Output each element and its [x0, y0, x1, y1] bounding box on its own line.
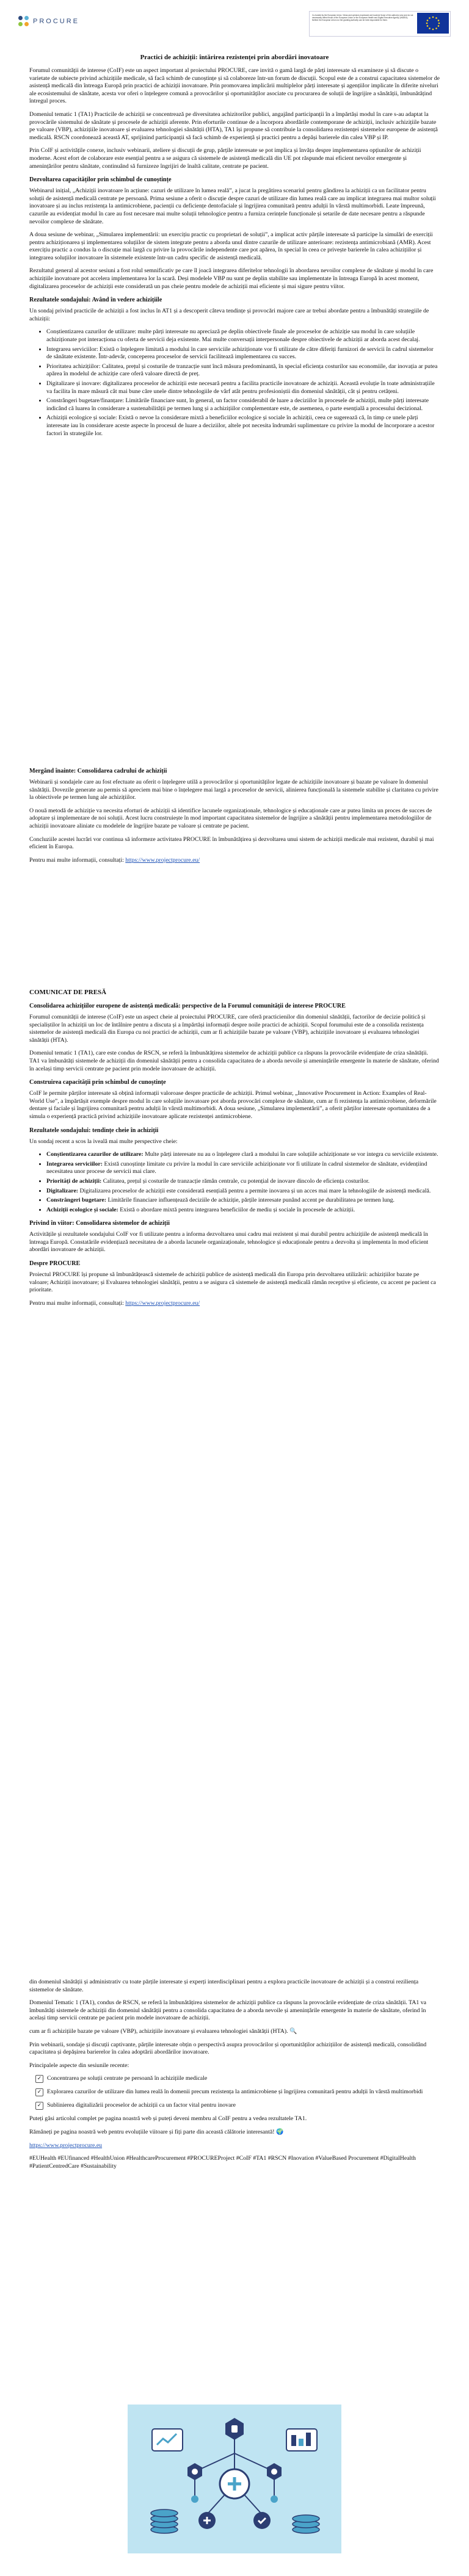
check-box-icon: ✓: [35, 2088, 43, 2096]
list-item-label: Achiziții ecologice și sociale:: [46, 1206, 118, 1213]
procurement-illustration: [128, 2405, 341, 2553]
paragraph: [29, 1300, 440, 1308]
paragraph: Forumul comunității de interese (CoIF) este un aspect important al proiectului PROCURE, care invită o gamă largă de părți interesate să examineze și să discute o varietate de subiecte privind achizițiile medicale, să facă schimb de cunoștințe și să colaboreze într-un forum de discuții. Scopul este de a construi capacitatea sistemelor de asistență medicală din întreaga Europă prin practici de achiziții inovatoare. Prin promovarea implicării multiplelor părți interesate și agențiilor implicate în diferite niveluri ale ecosistemului de sănătate, acesta vor oferi o înțelegere comună a provocărilor și oportunităților asociate cu procurarea de soluții de îngrijire a sănătății, îmbunătățind întregul proces.: [29, 67, 440, 105]
header: [18, 11, 451, 35]
list-item-label: Digitalizare:: [46, 1187, 79, 1194]
list-item-label: Constrângeri bugetare:: [46, 1197, 107, 1204]
list-item-label: Priorități de achiziții:: [46, 1177, 102, 1185]
list-item: • Integrarea serviciilor: Există o înțelegere limitată a modului în care serviciile achiziționate vor fi utilizate de către diferiți furnizori de servicii în cadrul sistemelor de sănătate existente. Într-adevăr, conceperea proceselor de servicii facilitează implementarea cu succes.: [46, 346, 440, 361]
paragraph: [29, 857, 440, 865]
paragraph: Puteți găsi articolul complet pe pagina noastră web și puteți deveni membru al CoIF pentru a vedea rezultatele TA1.: [29, 2115, 307, 2123]
list-item: • Achiziții ecologice și sociale: Există o nevoe la considerare mixtă a beneficiilor ecologice și sociale în achiziții, ceea ce sugerează că, în timp ce unele părți interesate iau în considerare aceste aspecte în procesul de luare a deciziilor, altele pot necesita îndrumări suplimentare cu privire la modul de încorporare a acestor factori în strategiile lor.: [46, 414, 440, 438]
list-item: • Digitalizare și inovare: digitalizarea proceselor de achiziții este necesară pentru a facilita practicile inovatoare de achiziții. Această evoluție în toate administrațiile va facilita în mare măsură cât mai bune căre unele dintre tehnologiile de vârf atât pentru profesioniștii din domeniul sănătății, cât și pentru cetățeni.: [46, 380, 440, 395]
list-item: [46, 1178, 440, 1186]
section-heading: Mergând înainte: Consolidarea cadrului de achiziții: [29, 768, 167, 774]
paragraph: Rămâneți pe pagina noastră web pentru evoluțiile viitoare și fiți parte din această călătorie interesantă! 🌍: [29, 2128, 284, 2135]
paragraph: [29, 2142, 440, 2150]
paragraph: A doua sesiune de webinar, „Simularea implementării: un exercițiu practic cu proprietari de soluții”, a implicat activ părțile interesate să participe la simulări de exerciții pentru achiziționarea și implementarea soluțiilor de sistem integrate pentru a aborda unul dintre cazurile de utilizare anterioare: rezistența antimicrobiană (AMR). Acest exercițiu practic a condus la o discuție mai largă cu privire la provocările independente care pot apărea, în special în ceea ce privește barierele în calea achizițiilor și integrarea soluțiilor inovatoare în sistemele existente într-un cadru specific de asistență medicală.: [29, 231, 433, 261]
section-heading: Construirea capacității prin schimbul de cunoștințe: [29, 1079, 166, 1086]
article-title: Practici de achiziții: întărirea rezistenței prin abordări inovatoare: [140, 54, 329, 61]
list-item: [35, 2102, 440, 2110]
press-release-heading: COMUNICAT DE PRESĂ: [29, 989, 107, 996]
logo-mark-icon: [18, 16, 29, 27]
article-section: [29, 54, 440, 443]
list-item: [46, 1188, 440, 1196]
check-box-icon: ✓: [35, 2102, 43, 2110]
list-item-text: Limitările financiare influențează deciziile de achiziție, părțile interesate punând accent pe durabilitatea pe termen lung.: [106, 1197, 394, 1204]
paragraph: Prin webinarii, sondaje și discuții captivante, părțile interesate obțin o perspectivă asupra provocărilor și oportunităților achizițiilor de asistență medicală, consolidând capacitatea și depășirea barierelor în calea adoptării abordărilor inovatoare.: [29, 2041, 427, 2056]
social-post-section: [29, 1979, 440, 2176]
paragraph: CoIF le permite părților interesate să obțină informații valoroase despre practicile de achiziții. Primul webinar, „Innovative Procurement in Action: Examples of Real-World Use”, a împărtășit exemple despre modul în care soluțiile inovatoare pot aborda provocări complexe de sănătate, cum ar fi rezistența la antimicrobiene, deformările dentare și faciale și îngrijirea comunitară pentru adulții în vârstă multimorbidi. A doua sesiune, „Simularea implementării”, a oferit părților interesate oportunitatea de a simula o experiență practică privind achizițiile inovatoare aplicate rezistenței antimicrobiene.: [29, 1090, 437, 1120]
section-heading: Rezultatele sondajului: tendințe cheie în achiziții: [29, 1127, 159, 1134]
key-trends-list: [29, 1151, 440, 1214]
paragraph: Un sondaj privind practicile de achiziții a fost inclus în AT1 și a descoperit câteva tendințe și provocări majore care ar trebui abordate pentru a îmbunătăți strategiile de achiziții:: [29, 308, 429, 322]
paragraph: din domeniul sănătății și administrativ cu toate părțile interesate și experți interdisciplinari pentru a explora practicile inovatoare de achiziții și a construi reziliența sistemelor de sănătate.: [29, 1979, 419, 1993]
more-info-label: Pentru mai multe informații, consultați:: [29, 856, 124, 864]
paragraph: Concluziile acestei lucrări vor continua să informeze activitatea PROCURE în îmbunătățirea și dezvoltarea unui sistem de achiziții medicale mai rezistent, durabil și mai eficient în Europa.: [29, 835, 434, 851]
highlights-list: [29, 2075, 440, 2110]
eu-funding-box: [309, 11, 451, 37]
list-item-text: Digitalizarea proceselor de achiziții este considerată esențială pentru a permite inovarea și un acces mai mare la tehnologiile de asistență medicală.: [78, 1187, 431, 1194]
illustration-graphic: [128, 2405, 341, 2553]
list-item-text: Calitatea, prețul și costurile de tranzacție rămân centrale, cu potențial de inovare dincolo de eficiența costurilor.: [101, 1177, 370, 1185]
section-heading: Rezultatele sondajului: Având în vedere achizițiile: [29, 297, 162, 304]
list-item: [35, 2088, 440, 2096]
procure-logo: [18, 16, 79, 27]
list-item-text: Există cunoștințe limitate cu privire la modul în care serviciile achiziționate vor fi utilizate în cadrul sistemelor de sănătate, evidențiind necesitatea unor procese de servicii mai clare.: [46, 1160, 427, 1175]
paragraph: Domeniul tematic 1 (TA1) Practicile de achiziții se concentrează pe diversitatea achizitorilor publici, angajând participanții în a împărtăși modul în care s-au adaptat la provocările sistemului de sănătate și procesele de achiziții aferente. Prin eforturile continue de a încorpora abordările contemporane de achiziții, inclusiv achizițiile bazate pe valoare (VBP), achizițiile inovatoare și evaluarea tehnologiei sănătății (HTA), TA1 își propune să contribuie la consolidarea rezistenței sistemelor europene de asistență medicală. RSCN coordonează această AT, sprijinind participanții să facă schimb de experiență și practici pentru a depăși barierele din calea VBP și IP.: [29, 110, 438, 141]
survey-findings-list: [29, 328, 440, 438]
list-item: [46, 1197, 440, 1205]
list-item: [46, 1207, 440, 1214]
more-info-label: Pentru mai multe informații, consultați:: [29, 1299, 124, 1307]
hashtags: #EUHealth #EUfinanced #HealthUnion #HealthcareProcurement #PROCUREProject #CoIF #TA1 #RSCN #Inovation #ValueBased Procurement #DigitalHealth #PatientCentredCare #Sustainability: [29, 2155, 416, 2170]
project-link[interactable]: https://www.projectprocure.eu: [29, 2141, 103, 2149]
paragraph: cum ar fi achizițiile bazate pe valoare (VBP), achizițiile inovatoare și evaluarea tehnologiei sănătății (HTA). 🔍: [29, 2027, 297, 2035]
paragraph: Un sondaj recent a scos la iveală mai multe perspective cheie:: [29, 1138, 178, 1145]
list-item-text: Explorarea cazurilor de utilizare din lumea reală în domenii precum rezistența la antimicrobiene și îngrijirea comunitară pentru adulții în vârstă multimorbidi: [47, 2088, 423, 2096]
check-box-icon: ✓: [35, 2075, 43, 2083]
project-link[interactable]: https://www.projectprocure.eu/: [125, 856, 200, 864]
paragraph: O nouă metodă de achiziție va necesita eforturi de achiziții să identifice lacunele organizaționale, tehnologice și educaționale care ar putea limita un proces de succes de adoptare și implementare de noi soluții. Acest lucru construiește în mod important capacitatea sistemelor de îngrijire a sănătății pentru implementarea metodologiilor de achiziții inovatoare aliniate cu modelele de îngrijire bazate pe valoare și centrate pe pacient.: [29, 807, 432, 829]
list-item: [46, 1151, 440, 1159]
paragraph: Domeniul Tematic 1 (TA1), condus de RSCN, se referă la îmbunătățirea sistemelor de achiziții publice ca răspuns la provocările evidențiate de criza sănătății. TA1 va îmbunătăți sistemele de achiziții din domeniul sănătății pentru a consolida capacitatea de a aborda nevoile și amenințările emergente în materie de sănătate, oferind în același timp servicii centrate pe pacient prin modele inovatoare de achiziții.: [29, 1999, 427, 2022]
list-item-text: Există o abordare mixtă pentru integrarea beneficiilor de mediu și sociale în procesele de achiziții.: [118, 1206, 355, 1213]
article-section: [29, 762, 440, 870]
paragraph: Forumul comunității de interese (CoIF) este un aspect cheie al proiectului PROCURE, care oferă practicienilor din domeniul sănătății, factorilor de decizie politică și specialiștilor în achiziții un loc de întâlnire pentru a discuta și a împărtăși informații despre noile practici de achiziții. Scopul forumului este de a consolida rezistența sistemelor de asistență medicală din Europa cu noi practici de achiziții, cum ar fi achizițiile bazate pe valoare (VBP), achizițiile inovatoare și evaluarea tehnologiei sănătății (HTA).: [29, 1014, 426, 1044]
paragraph: Proiectul PROCURE își propune să îmbunătățească sistemele de achiziții publice de asistență medicală din Europa prin dezvoltarea utilizării: achizițiilor bazate pe valoare; Achiziții inovatoare; și Evaluarea tehnologiei sănătății, pentru a se asigura că sistemele de asistență medicală rămân receptive și eficiente, cu accent pe pacient ca prioritate.: [29, 1271, 436, 1294]
eu-disclaimer: Co-funded by the European Union. Views and opinions expressed are however those of the author(s) only and do not necessarily reflect those of the European Union or the European Health and Digital Executive Agency (HaDEA). Neither the European Union nor the granting authority can be held responsible for them.: [312, 14, 413, 21]
paragraph: Prin CoIF și activitățile conexe, inclusiv webinarii, ateliere și discuții de grup, părțile interesate se pot implica și învăța despre implementarea opțiunilor de achiziții moderne. Acest efort de colaborare este esențial pentru a se asigura că sistemele de asistență medicală din UE pot răspunde mai eficient nevoilor emergente și amenințărilor pentru sănătate, continuând să furnizeze îngrijiri de înaltă calitate, centrate pe pacient.: [29, 147, 421, 170]
section-heading: Dezvoltarea capacităților prin schimbul de cunoștințe: [29, 176, 172, 184]
list-item-text: Multe părți interesate nu au o înțelegere clară a modului în care soluțiile achiziționate se vor integra cu serviciile existente.: [143, 1151, 438, 1158]
paragraph: Domeniul tematic 1 (TA1), care este condus de RSCN, se referă la îmbunătățirea sistemelor de achiziții publice ca răspuns la provocările evidențiate de criza sănătății. TA1 va îmbunătăți sistemele de achiziții din domeniul sănătății pentru a consolida capacitatea de a aborda nevoile și amenințările emergente în materie de sănătate, oferind în același timp servicii centrate pe pacient prin modele inovatoare de achiziții.: [29, 1050, 439, 1072]
project-link[interactable]: https://www.projectprocure.eu/: [125, 1299, 200, 1307]
list-item: • Conștientizarea cazurilor de utilizare: multe părți interesate nu apreciază pe deplin obiectivele finale ale proceselor de achiziție sau modul în care soluțiile achiziționate pot interacționa cu oferta de servicii deja existente. Mai multe conversații interpersonale despre obiectivele de achiziții ar aborda acest decalaj.: [46, 328, 440, 344]
list-item-text: Concentrarea pe soluții centrate pe persoană în achizițiile medicale: [47, 2075, 208, 2082]
list-item: [35, 2075, 440, 2083]
list-item: • Constrângeri bugetare/finanțare: Limitările financiare sunt, în general, un factor considerabil de luare a deciziilor în procesele de achiziții, multe părți interesate indicând că luarea în considerare a sustenabilității pe termen lung și a achizițiilor complementare este, de asemenea, o parte esențială a procesului decizional.: [46, 397, 440, 413]
press-release-subtitle: Consolidarea achizițiilor europene de asistență medicală: perspective de la Forumul comunității de interese PROCURE: [29, 1003, 346, 1009]
press-release-section: [29, 986, 440, 1313]
list-item-label: Integrarea serviciilor:: [46, 1160, 103, 1167]
list-item-text: Sublinierea digitalizării proceselor de achiziții ca un factor vital pentru inovare: [47, 2102, 236, 2109]
paragraph: Activitățile și rezultatele sondajului CoIF vor fi utilizate pentru a informa dezvoltarea unui cadru mai rezistent și mai durabil pentru achizițiile de asistență medicală în întreaga Europă. Constatările evidențiază necesitatea de a aborda lacunele organizaționale, tehnologice și educaționale pentru a dezvolta și implementa în mod eficient abordări inovatoare de achiziții.: [29, 1231, 429, 1254]
list-item: • Prioritatea achizițiilor: Calitatea, prețul și costurile de tranzacție sunt încă măsura predominantă, în special eficiența costurilor sau economiile, dar inovația ar putea apărea în modelul de achiziție care oferă valoare directă de preț.: [46, 363, 440, 378]
eu-flag-icon: [417, 13, 449, 34]
section-heading: Privind în viitor: Consolidarea sistemelor de achiziții: [29, 1220, 170, 1227]
logo-text: PROCURE: [33, 18, 80, 25]
list-item-label: Conștientizarea cazurilor de utilizare:: [46, 1151, 144, 1158]
paragraph: Principalele aspecte din sesiunile recente:: [29, 2062, 129, 2069]
paragraph: Webinarul inițial, „Achiziții inovatoare în acțiune: cazuri de utilizare în lumea reală”, a jucat la pregătirea scenariul pentru gândirea la achiziții ca un facilitator pentru soluții de asistență medicală centrate pe persoană. Prima sesiune a oferit o discuție despre cazuri de utilizare din lumea reală care au implicat integrarea mai multor soluții inovatoare și au inclus rezistența la antimicrobiene, pacienții cu deficiențe dentofaciale și îngrijirea comunitară pentru adulții în vârstă multimorbidi. Leate împreună, cazurile au evidențiat modul în care au fost necesare mai multe soluții tehnologice pentru a furniza cerințele funcționale și setarile de date necesare pentru a răspunde nevoilor complexe de sănătate.: [29, 187, 436, 225]
section-heading: Despre PROCURE: [29, 1260, 81, 1268]
paragraph: Webinarii și sondajele care au fost efectuate au oferit o înțelegere utilă a provocărilor și oportunităților legate de achizițiile inovatoare și bazate pe valoare în domeniul sănătății. Dovezile generate au permis să apreciem mai bine o înțelegere mai largă a proceselor de servicii, alinierea funcțională la sistemele stabilite și claritatea cu privire la obiectivele pe termen lung ale achizițiilor.: [29, 779, 438, 801]
paragraph: Rezultatul general al acestor sesiuni a fost rolul semnificativ pe care îl joacă integrarea diferitelor tehnologii în abordarea nevoilor complexe de sănătate și modul în care achizițiile inovatoare pot accelera implementarea lor la scară. Deși modelele VBP nu sunt pe deplin stabilite sau implementate în întreaga Europă în acest moment, digitalizarea proceselor de achiziții este considerată un pas cheie pentru modele de achiziții mai eficiente și mai sigure pentru viitor.: [29, 267, 434, 290]
list-item: [46, 1161, 440, 1176]
